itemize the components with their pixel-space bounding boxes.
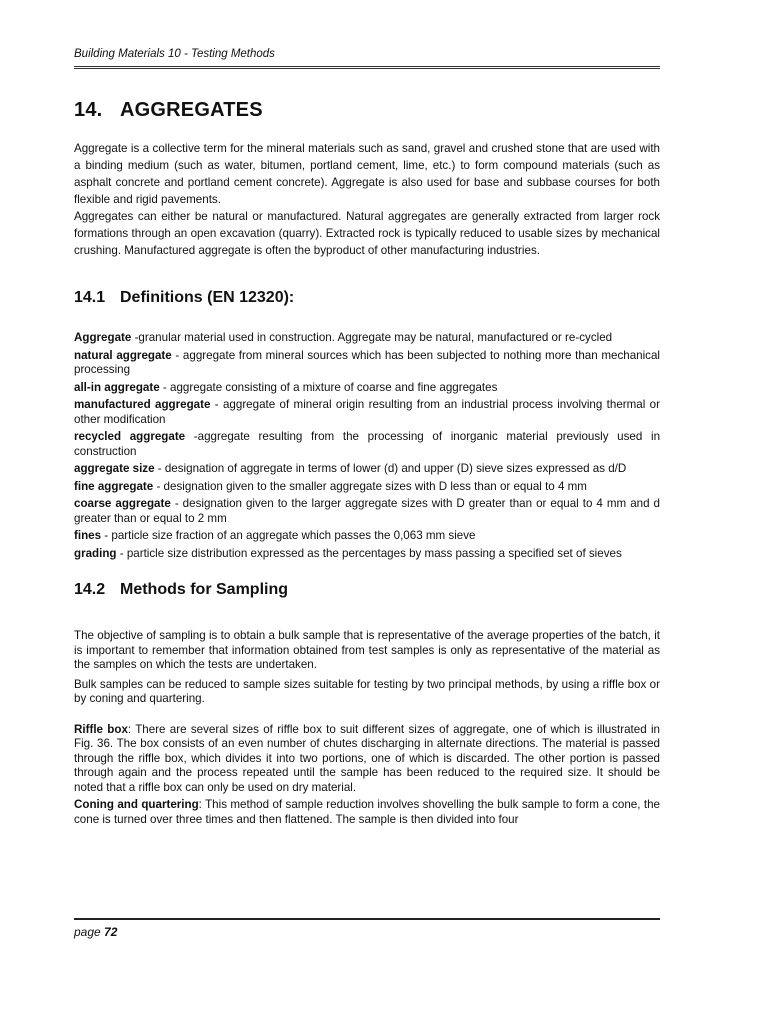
definition-term: Aggregate bbox=[74, 331, 132, 344]
section-number: 14.1 bbox=[74, 289, 106, 306]
definition-item bbox=[74, 430, 660, 459]
definition-item bbox=[74, 331, 660, 346]
definition-term: natural aggregate bbox=[74, 348, 172, 362]
intro-section bbox=[74, 140, 660, 259]
page-label: page bbox=[74, 925, 101, 939]
definition-item bbox=[74, 381, 660, 396]
definition-text: - designation of aggregate in terms of lower (d) and upper (D) sieve sizes expressed as d/D bbox=[154, 462, 627, 475]
section-heading-sampling bbox=[74, 581, 660, 599]
definition-text: - aggregate from mineral sources which has been subjected to nothing more than mechanical processing bbox=[74, 348, 660, 376]
definition-term: fines bbox=[74, 529, 102, 542]
coning-text: : This method of sample reduction involves shovelling the bulk sample to form a cone, the cone is turned over three times and then flattened. The sample is then divided into four bbox=[74, 798, 660, 826]
section-number: 14.2 bbox=[74, 581, 106, 598]
definition-item bbox=[74, 480, 660, 495]
document-page bbox=[74, 48, 660, 827]
section-title: Definitions (EN 12320): bbox=[120, 289, 295, 306]
intro-paragraph-1: Aggregate is a collective term for the mineral materials such as sand, gravel and crushed stone that are used with a binding medium (such as water, bitumen, portland cement, lime, etc.) to form compound materials (such as asphalt concrete and portland cement concrete). Aggregate is also used for base and subbase courses for both flexible and rigid pavements. bbox=[74, 142, 660, 206]
definition-term: aggregate size bbox=[74, 462, 155, 475]
page-number: 72 bbox=[104, 925, 118, 939]
riffle-box-text: : There are several sizes of riffle box to suit different sizes of aggregate, one of which is illustrated in Fig. 36. The box consists of an even number of chutes discharging in alternate directions. The material is passed through the riffle box, which divides it into two portions, one of which is discarded. The other portion is passed through again and the process repeated until the sample has been reduced to the required size. It should be noted that a riffle box can only be used on dry material. bbox=[74, 722, 660, 794]
definition-item bbox=[74, 349, 660, 378]
page-footer bbox=[74, 925, 117, 939]
definition-term: coarse aggregate bbox=[74, 497, 171, 510]
chapter-title: AGGREGATES bbox=[120, 99, 263, 121]
chapter-heading bbox=[74, 99, 660, 122]
definition-text: - designation given to the larger aggregate sizes with D greater than or equal to 4 mm and d greater than or equal to 2 mm bbox=[74, 497, 660, 525]
definition-text: - aggregate consisting of a mixture of coarse and fine aggregates bbox=[159, 380, 498, 394]
definition-text: - designation given to the smaller aggregate sizes with D less than or equal to 4 mm bbox=[153, 479, 587, 493]
definition-item bbox=[74, 547, 660, 562]
section-title: Methods for Sampling bbox=[120, 581, 288, 598]
sampling-section bbox=[74, 629, 660, 827]
definition-term: recycled aggregate bbox=[74, 430, 186, 443]
definition-item bbox=[74, 529, 660, 544]
running-header: Building Materials 10 - Testing Methods bbox=[74, 48, 660, 69]
coning-paragraph bbox=[74, 798, 660, 827]
riffle-box-paragraph bbox=[74, 723, 660, 796]
definitions-list bbox=[74, 331, 660, 561]
definition-item bbox=[74, 462, 660, 477]
sampling-paragraph-2: Bulk samples can be reduced to sample sizes suitable for testing by two principal methods, by using a riffle box or by coning and quartering. bbox=[74, 677, 660, 705]
chapter-number: 14. bbox=[74, 99, 103, 121]
footer-rule bbox=[74, 918, 660, 920]
definition-text: -aggregate resulting from the processing of inorganic material previously used in construction bbox=[74, 430, 661, 458]
definition-item bbox=[74, 398, 660, 427]
definition-text: - particle size distribution expressed as the percentages by mass passing a specified set of sieves bbox=[116, 546, 622, 560]
riffle-box-term: Riffle box bbox=[74, 722, 128, 736]
coning-term: Coning and quartering bbox=[74, 798, 199, 811]
definition-text: -granular material used in construction. Aggregate may be natural, manufactured or re-cycled bbox=[131, 331, 613, 344]
definition-text: - aggregate of mineral origin resulting from an industrial process involving thermal or other modification bbox=[74, 398, 660, 426]
definition-term: grading bbox=[74, 546, 117, 560]
sampling-paragraph-1: The objective of sampling is to obtain a bulk sample that is representative of the average properties of the batch, it is important to remember that information obtained from test samples is only as representative of the material as the samples on which the tests are undertaken. bbox=[74, 629, 660, 671]
section-heading-definitions bbox=[74, 289, 660, 307]
definition-term: all-in aggregate bbox=[74, 380, 160, 394]
definition-item bbox=[74, 497, 660, 526]
definition-term: fine aggregate bbox=[74, 479, 154, 493]
definition-term: manufactured aggregate bbox=[74, 398, 211, 411]
intro-paragraph-2: Aggregates can either be natural or manufactured. Natural aggregates are generally extracted from larger rock formations through an open excavation (quarry). Extracted rock is typically reduced to usable sizes by mechanical crushing. Manufactured aggregate is often the byproduct of other manufacturing industries. bbox=[74, 210, 660, 257]
definition-text: - particle size fraction of an aggregate which passes the 0,063 mm sieve bbox=[101, 529, 476, 542]
